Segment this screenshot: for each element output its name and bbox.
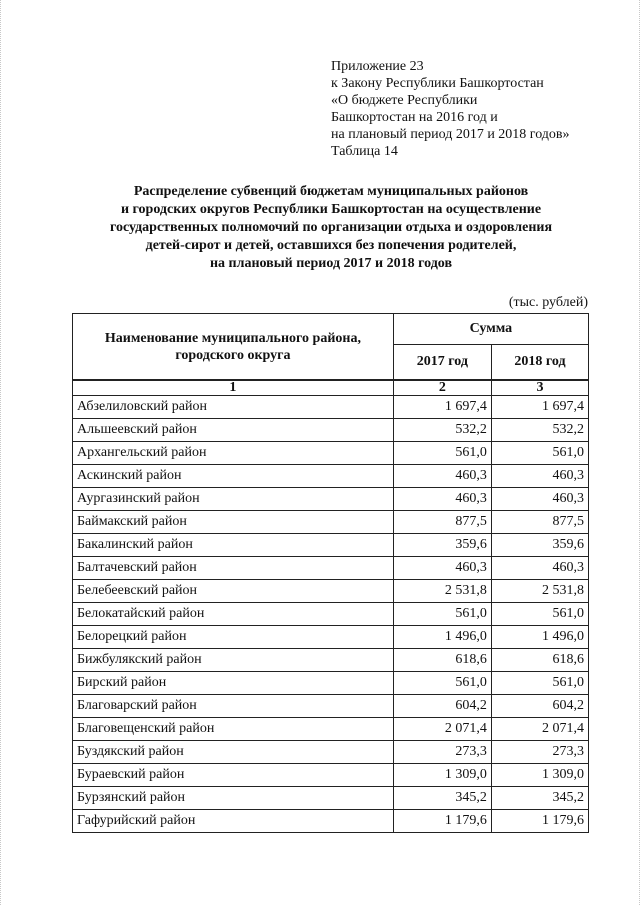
appendix-line: «О бюджете Республики	[331, 93, 478, 108]
appendix-line: Таблица 14	[331, 144, 398, 159]
district-name: Белорецкий район	[73, 626, 394, 649]
title-line: детей-сирот и детей, оставшихся без попечения родителей,	[145, 238, 517, 253]
title-line: и городских округов Республики Башкортостан на осуществление	[120, 202, 542, 217]
table-row	[73, 741, 589, 764]
value-2017: 604,2	[393, 695, 491, 718]
document-title	[61, 183, 601, 273]
appendix-note	[331, 58, 621, 160]
value-2017: 460,3	[393, 557, 491, 580]
table-row	[73, 442, 589, 465]
header-2017: 2017 год	[393, 345, 491, 380]
value-2017: 561,0	[393, 672, 491, 695]
appendix-line: к Закону Республики Башкортостан	[331, 76, 544, 91]
value-2018: 1 179,6	[491, 810, 588, 833]
value-2017: 359,6	[393, 534, 491, 557]
table-row	[73, 534, 589, 557]
district-name: Гафурийский район	[73, 810, 394, 833]
title-line: Распределение субвенций бюджетам муниципальных районов	[133, 184, 529, 199]
table-row	[73, 764, 589, 787]
district-name: Альшеевский район	[73, 419, 394, 442]
district-name: Бакалинский район	[73, 534, 394, 557]
table-row	[73, 672, 589, 695]
district-name: Архангельский район	[73, 442, 394, 465]
value-2018: 460,3	[491, 488, 588, 511]
value-2018: 273,3	[491, 741, 588, 764]
header-name: Наименование муниципального района, городского округа	[73, 314, 394, 381]
value-2017: 460,3	[393, 465, 491, 488]
value-2017: 460,3	[393, 488, 491, 511]
district-name: Благовещенский район	[73, 718, 394, 741]
value-2018: 460,3	[491, 465, 588, 488]
table-row	[73, 810, 589, 833]
value-2017: 2 531,8	[393, 580, 491, 603]
value-2017: 273,3	[393, 741, 491, 764]
column-number: 2	[393, 380, 491, 396]
header-2018: 2018 год	[491, 345, 588, 380]
value-2018: 460,3	[491, 557, 588, 580]
value-2018: 561,0	[491, 672, 588, 695]
value-2018: 532,2	[491, 419, 588, 442]
value-2018: 1 309,0	[491, 764, 588, 787]
table-row	[73, 488, 589, 511]
table-row	[73, 787, 589, 810]
units-label: (тыс. рублей)	[508, 295, 588, 310]
table-row	[73, 626, 589, 649]
district-name: Бураевский район	[73, 764, 394, 787]
value-2017: 877,5	[393, 511, 491, 534]
district-name: Белокатайский район	[73, 603, 394, 626]
district-name: Белебеевский район	[73, 580, 394, 603]
title-line: на плановый период 2017 и 2018 годов	[209, 256, 453, 271]
table-row	[73, 718, 589, 741]
value-2017: 532,2	[393, 419, 491, 442]
table-row	[73, 511, 589, 534]
appendix-line: на плановый период 2017 и 2018 годов»	[331, 127, 570, 142]
subvention-table	[72, 313, 589, 833]
table-row	[73, 580, 589, 603]
district-name: Аургазинский район	[73, 488, 394, 511]
value-2018: 1 496,0	[491, 626, 588, 649]
district-name: Абзелиловский район	[73, 396, 394, 419]
table-row	[73, 695, 589, 718]
value-2017: 1 496,0	[393, 626, 491, 649]
value-2018: 604,2	[491, 695, 588, 718]
district-name: Балтачевский район	[73, 557, 394, 580]
district-name: Баймакский район	[73, 511, 394, 534]
table-row	[73, 649, 589, 672]
header-sum: Сумма	[393, 314, 588, 345]
value-2018: 2 071,4	[491, 718, 588, 741]
table-row	[73, 465, 589, 488]
value-2018: 561,0	[491, 603, 588, 626]
column-number: 3	[491, 380, 588, 396]
table-row	[73, 419, 589, 442]
table-row	[73, 557, 589, 580]
value-2017: 1 179,6	[393, 810, 491, 833]
value-2017: 561,0	[393, 603, 491, 626]
value-2018: 359,6	[491, 534, 588, 557]
appendix-line: Приложение 23	[331, 59, 424, 74]
value-2018: 877,5	[491, 511, 588, 534]
value-2018: 2 531,8	[491, 580, 588, 603]
column-number: 1	[73, 380, 394, 396]
value-2017: 345,2	[393, 787, 491, 810]
district-name: Бурзянский район	[73, 787, 394, 810]
value-2018: 618,6	[491, 649, 588, 672]
appendix-line: Башкортостан на 2016 год и	[331, 110, 498, 125]
district-name: Благоварский район	[73, 695, 394, 718]
table-row	[73, 396, 589, 419]
value-2018: 561,0	[491, 442, 588, 465]
value-2017: 1 697,4	[393, 396, 491, 419]
table-row	[73, 603, 589, 626]
district-name: Буздякский район	[73, 741, 394, 764]
district-name: Аскинский район	[73, 465, 394, 488]
value-2018: 1 697,4	[491, 396, 588, 419]
value-2017: 1 309,0	[393, 764, 491, 787]
value-2017: 2 071,4	[393, 718, 491, 741]
value-2017: 561,0	[393, 442, 491, 465]
value-2018: 345,2	[491, 787, 588, 810]
district-name: Бирский район	[73, 672, 394, 695]
value-2017: 618,6	[393, 649, 491, 672]
district-name: Бижбулякский район	[73, 649, 394, 672]
title-line: государственных полномочий по организации отдыха и оздоровления	[109, 220, 553, 235]
